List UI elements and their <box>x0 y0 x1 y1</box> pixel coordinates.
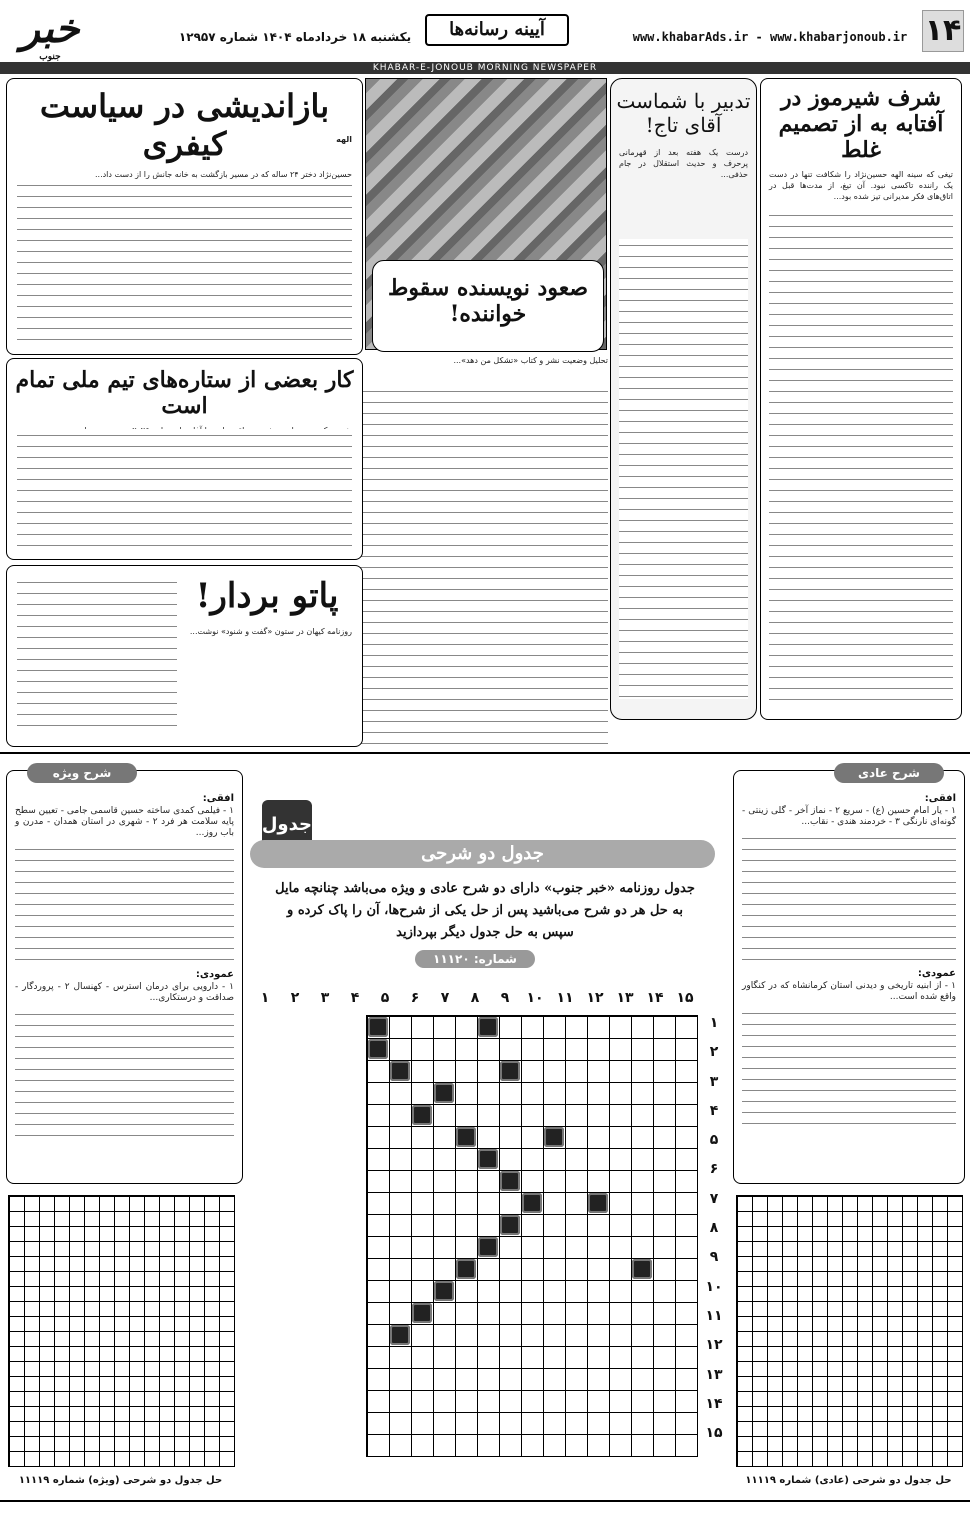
article-lead: حسین‌نژاد دختر ۲۴ ساله که در مسیر بازگشت به خانه جانش را از دست داد... <box>94 170 352 179</box>
row-number: ۱۴ <box>705 1395 723 1412</box>
center-title: جدول دو شرحی <box>421 843 544 864</box>
article-title: صعود نویسنده سقوط خواننده! <box>388 275 588 327</box>
black-cell <box>500 1061 520 1081</box>
article-kicker: الهه <box>336 135 352 144</box>
article-text-block <box>17 576 177 736</box>
vertical-label: عمودی: <box>195 969 234 980</box>
row-number: ۵ <box>709 1132 719 1149</box>
row-number: ۱۱ <box>705 1307 723 1324</box>
normal-vertical-clues: ۱ - از ابنیه تاریخی و دیدنی استان کرمانشاه که در کنگاور واقع شده است... <box>742 981 956 1002</box>
column-number: ۲ <box>290 990 300 1006</box>
black-cell <box>412 1303 432 1323</box>
article-patobardar <box>6 565 363 747</box>
page-number: ۱۴ <box>922 10 964 52</box>
black-cell <box>544 1127 564 1147</box>
article-text-block <box>619 239 748 699</box>
column-number: ۹ <box>500 990 510 1006</box>
row-number: ۱۵ <box>705 1425 723 1442</box>
article-sharaf <box>760 78 962 720</box>
special-tag: شرح ویژه <box>27 763 137 783</box>
row-number: ۱۲ <box>705 1337 723 1354</box>
article-lead: روزنامه کیهان در ستون «گفت و شنود» نوشت... <box>189 627 352 636</box>
clue-lines <box>15 843 234 963</box>
column-number: ۱۲ <box>586 990 604 1006</box>
article-text-block <box>17 179 352 344</box>
issue-date: یکشنبه ۱۸ خردادماه ۱۴۰۴ شماره ۱۲۹۵۷ <box>178 30 412 44</box>
site-urls[interactable]: www.khabarAds.ir - www.khabarjonoub.ir <box>632 30 908 44</box>
column-number: ۱۵ <box>676 990 694 1006</box>
black-cell <box>500 1215 520 1235</box>
column-number: ۱۰ <box>526 990 544 1006</box>
row-numbers <box>700 1015 728 1465</box>
normal-answer-caption: حل جدول دو شرحی (عادی) شماره ۱۱۱۱۹ <box>745 1475 952 1486</box>
row-number: ۱۳ <box>705 1366 723 1383</box>
crossword-grid[interactable] <box>366 1015 698 1457</box>
footer-rule <box>0 1500 970 1502</box>
row-number: ۸ <box>709 1220 719 1237</box>
section-title: آیینه رسانه‌ها <box>425 14 569 46</box>
vertical-label: عمودی: <box>917 968 956 979</box>
column-number: ۱ <box>260 990 270 1006</box>
normal-horizontal-clues: ۱ - یار امام حسین (ع) - سریع ۲ - نماز آخر - گلی زینتی - گونه‌ای نارنگی ۳ - خردمند هندی - نقاب... <box>742 806 956 827</box>
article-title: کار بعضی از ستاره‌های تیم ملی تمام است <box>15 367 354 419</box>
article-lead: درست یک هفته بعد از قهرمانی پرحرف و حدیث استقلال در جام حذفی... <box>619 148 748 179</box>
row-number: ۳ <box>709 1073 719 1090</box>
column-number: ۴ <box>350 990 360 1006</box>
article-soud <box>340 355 608 745</box>
article-soud-title-box <box>372 260 604 352</box>
masthead <box>0 0 970 64</box>
clue-lines <box>15 1008 234 1138</box>
row-number: ۶ <box>709 1161 719 1178</box>
special-vertical-clues: ۱ - دارویی برای درمان استرس - کهنسال ۲ - پروردگار - صداقت و درستکاری... <box>15 982 234 1003</box>
black-cell <box>478 1149 498 1169</box>
article-title: تدبیر با شماست آقای تاج! <box>616 89 751 137</box>
clue-lines <box>742 1007 956 1127</box>
black-cell <box>588 1193 608 1213</box>
clue-lines <box>742 832 956 962</box>
article-tadbir <box>610 78 757 720</box>
normal-clues-panel <box>733 766 965 1184</box>
black-cell <box>368 1017 388 1037</box>
puzzle-number: شماره: ۱۱۱۲۰ <box>415 950 535 968</box>
section-divider <box>0 752 970 754</box>
column-number: ۷ <box>440 990 450 1006</box>
column-number: ۱۳ <box>616 990 634 1006</box>
black-cell <box>390 1325 410 1345</box>
black-cell <box>456 1259 476 1279</box>
horizontal-label: افقی: <box>924 793 956 804</box>
row-number: ۱۰ <box>705 1278 723 1295</box>
row-number: ۹ <box>709 1249 719 1266</box>
column-number: ۵ <box>380 990 390 1006</box>
article-lead: تیغی که سینه الهه حسین‌نژاد را شکافت تنها در دست یک راننده تاکسی نبود. آن تیغ، از مدت‌ها قبل در اتاق‌های فکر مدیرانی تیز شده بود... <box>769 170 953 201</box>
article-title: پاتو بردار! <box>195 576 339 616</box>
normal-tag: شرح عادی <box>834 763 944 783</box>
special-answer-grid <box>8 1195 235 1467</box>
row-number: ۱ <box>709 1015 719 1031</box>
english-strip: KHABAR-E-JONOUB MORNING NEWSPAPER <box>0 62 970 74</box>
article-text-block <box>17 429 352 549</box>
newspaper-logo: خبر جنوب <box>20 5 80 62</box>
black-cell <box>412 1105 432 1125</box>
article-title: شرف شیرموز در آفتابه به از تصمیم غلط <box>778 85 944 163</box>
article-text-block <box>340 385 608 745</box>
special-horizontal-clues: ۱ - فیلمی کمدی ساخته حسین قاسمی جامی - تعیین سطح پایه سلامت هر فرد ۲ - شهری در استان همدان - مدرن و باب روز... <box>15 806 234 838</box>
special-clues-panel <box>6 766 243 1184</box>
article-setare <box>6 358 363 560</box>
crossword-logo-icon: جدول <box>262 800 312 850</box>
black-cell <box>368 1039 388 1059</box>
article-lead: تحلیل وضعیت نشر و کتاب «تشکل من دهد»... <box>453 356 608 365</box>
column-number: ۳ <box>320 990 330 1006</box>
row-number: ۲ <box>709 1044 719 1061</box>
column-number: ۸ <box>470 990 480 1006</box>
article-title: بازاندیشی در سیاست کیفری <box>39 87 330 163</box>
black-cell <box>434 1281 454 1301</box>
column-number: ۱۱ <box>556 990 574 1006</box>
row-number: ۷ <box>709 1190 719 1207</box>
row-number: ۴ <box>709 1102 719 1119</box>
center-title-bar <box>250 840 715 868</box>
black-cell <box>434 1083 454 1103</box>
black-cell <box>522 1193 542 1213</box>
column-number: ۶ <box>410 990 420 1006</box>
black-cell <box>478 1237 498 1257</box>
crossword-intro: جدول روزنامه «خبر جنوب» دارای دو شرح عادی و ویژه می‌باشد چنانچه مایل به حل هر دو شرح می‌باشید پس از حل یکی از شرح‌ها، آن را پاک کرده و سپس به حل جدول دیگر بپردازید <box>275 881 695 940</box>
article-text-block <box>769 209 953 709</box>
black-cell <box>632 1259 652 1279</box>
column-numbers <box>250 990 700 1012</box>
horizontal-label: افقی: <box>202 793 234 804</box>
article-bazandishi <box>6 78 363 355</box>
black-cell <box>478 1017 498 1037</box>
black-cell <box>500 1171 520 1191</box>
black-cell <box>390 1061 410 1081</box>
special-answer-caption: حل جدول دو شرحی (ویژه) شماره ۱۱۱۱۹ <box>18 1475 223 1486</box>
black-cell <box>456 1127 476 1147</box>
normal-answer-grid <box>736 1195 963 1467</box>
column-number: ۱۴ <box>646 990 664 1006</box>
